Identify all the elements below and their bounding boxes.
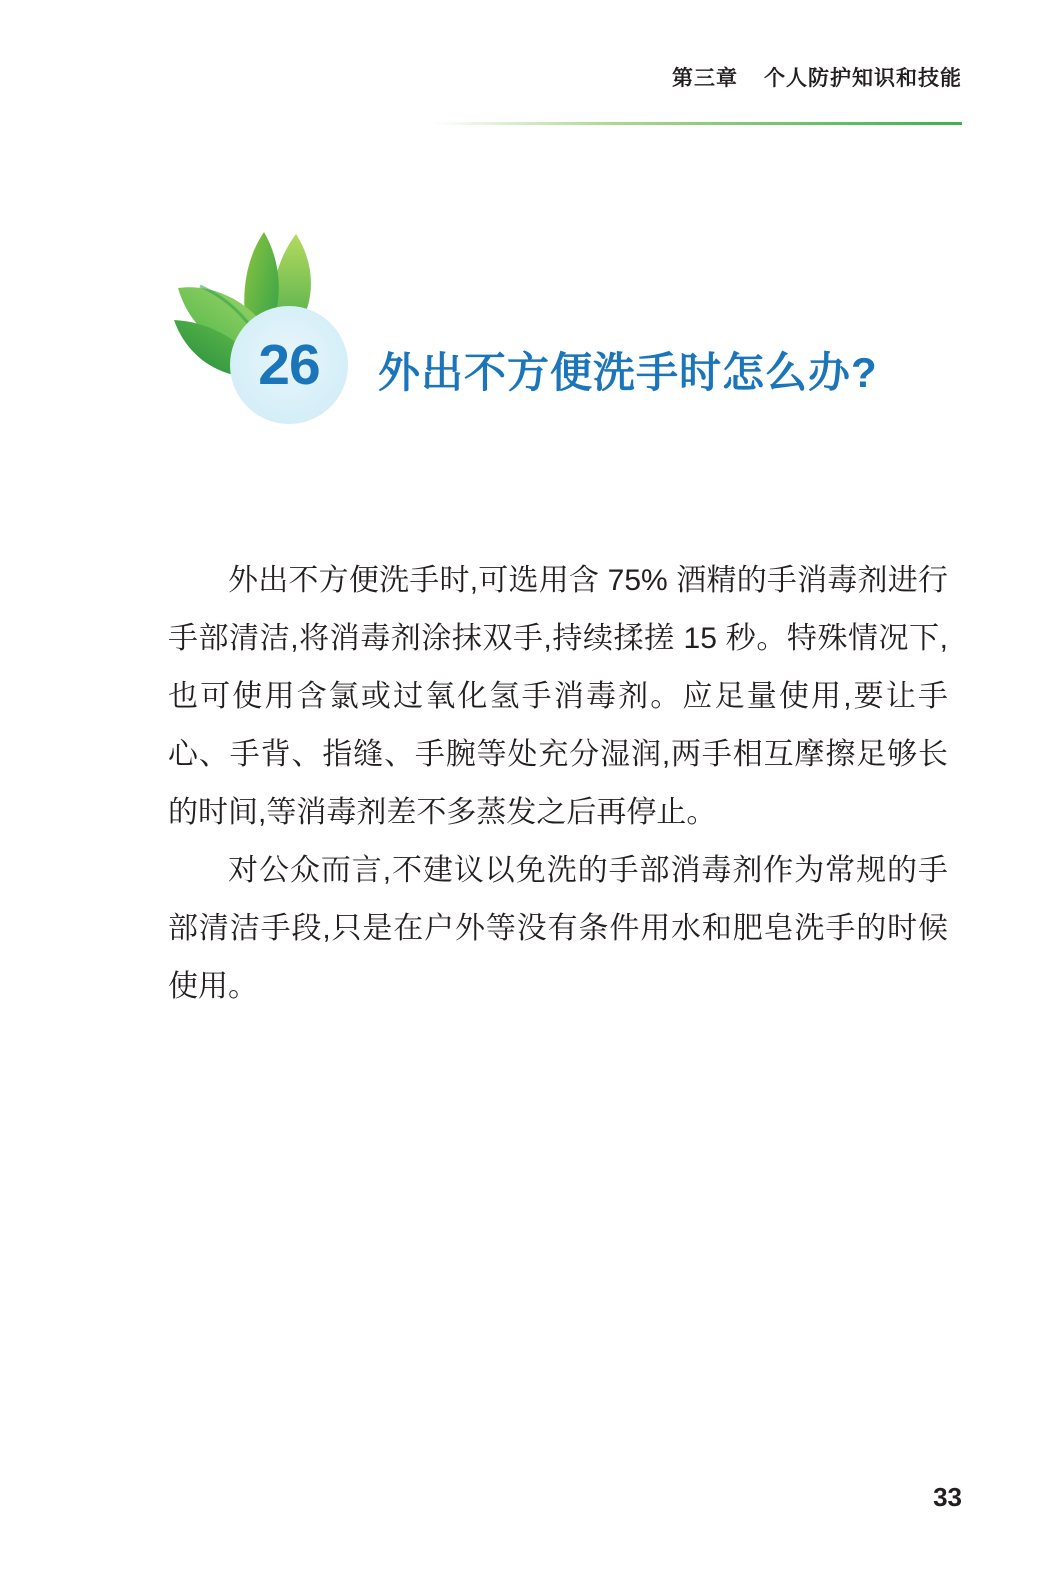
running-head — [672, 62, 962, 92]
chapter-title: 个人防护知识和技能 — [764, 67, 962, 90]
section-number: 26 — [258, 333, 320, 397]
paragraph-2: 对公众而言,不建议以免洗的手部消毒剂作为常规的手部清洁手段,只是在户外等没有条件用水和肥皂洗手的时候使用。 — [168, 854, 948, 1003]
paragraph-1: 外出不方便洗手时,可选用含 75% 酒精的手消毒剂进行手部清洁,将消毒剂涂抹双手,持续揉搓 15 秒。特殊情况下,也可使用含氯或过氧化氢手消毒剂。应足量使用,要让手心、手背、指缝、手腕等处充分湿润,两手相互摩擦足够长的时间,等消毒剂差不多蒸发之后再停止。 — [168, 564, 948, 829]
section-heading — [168, 228, 968, 438]
body-content — [168, 552, 948, 1016]
page-number: 33 — [933, 1482, 962, 1512]
page-title: 外出不方便洗手时怎么办? — [378, 349, 878, 396]
chapter-label: 第三章 — [672, 67, 738, 90]
header-divider — [432, 122, 962, 125]
